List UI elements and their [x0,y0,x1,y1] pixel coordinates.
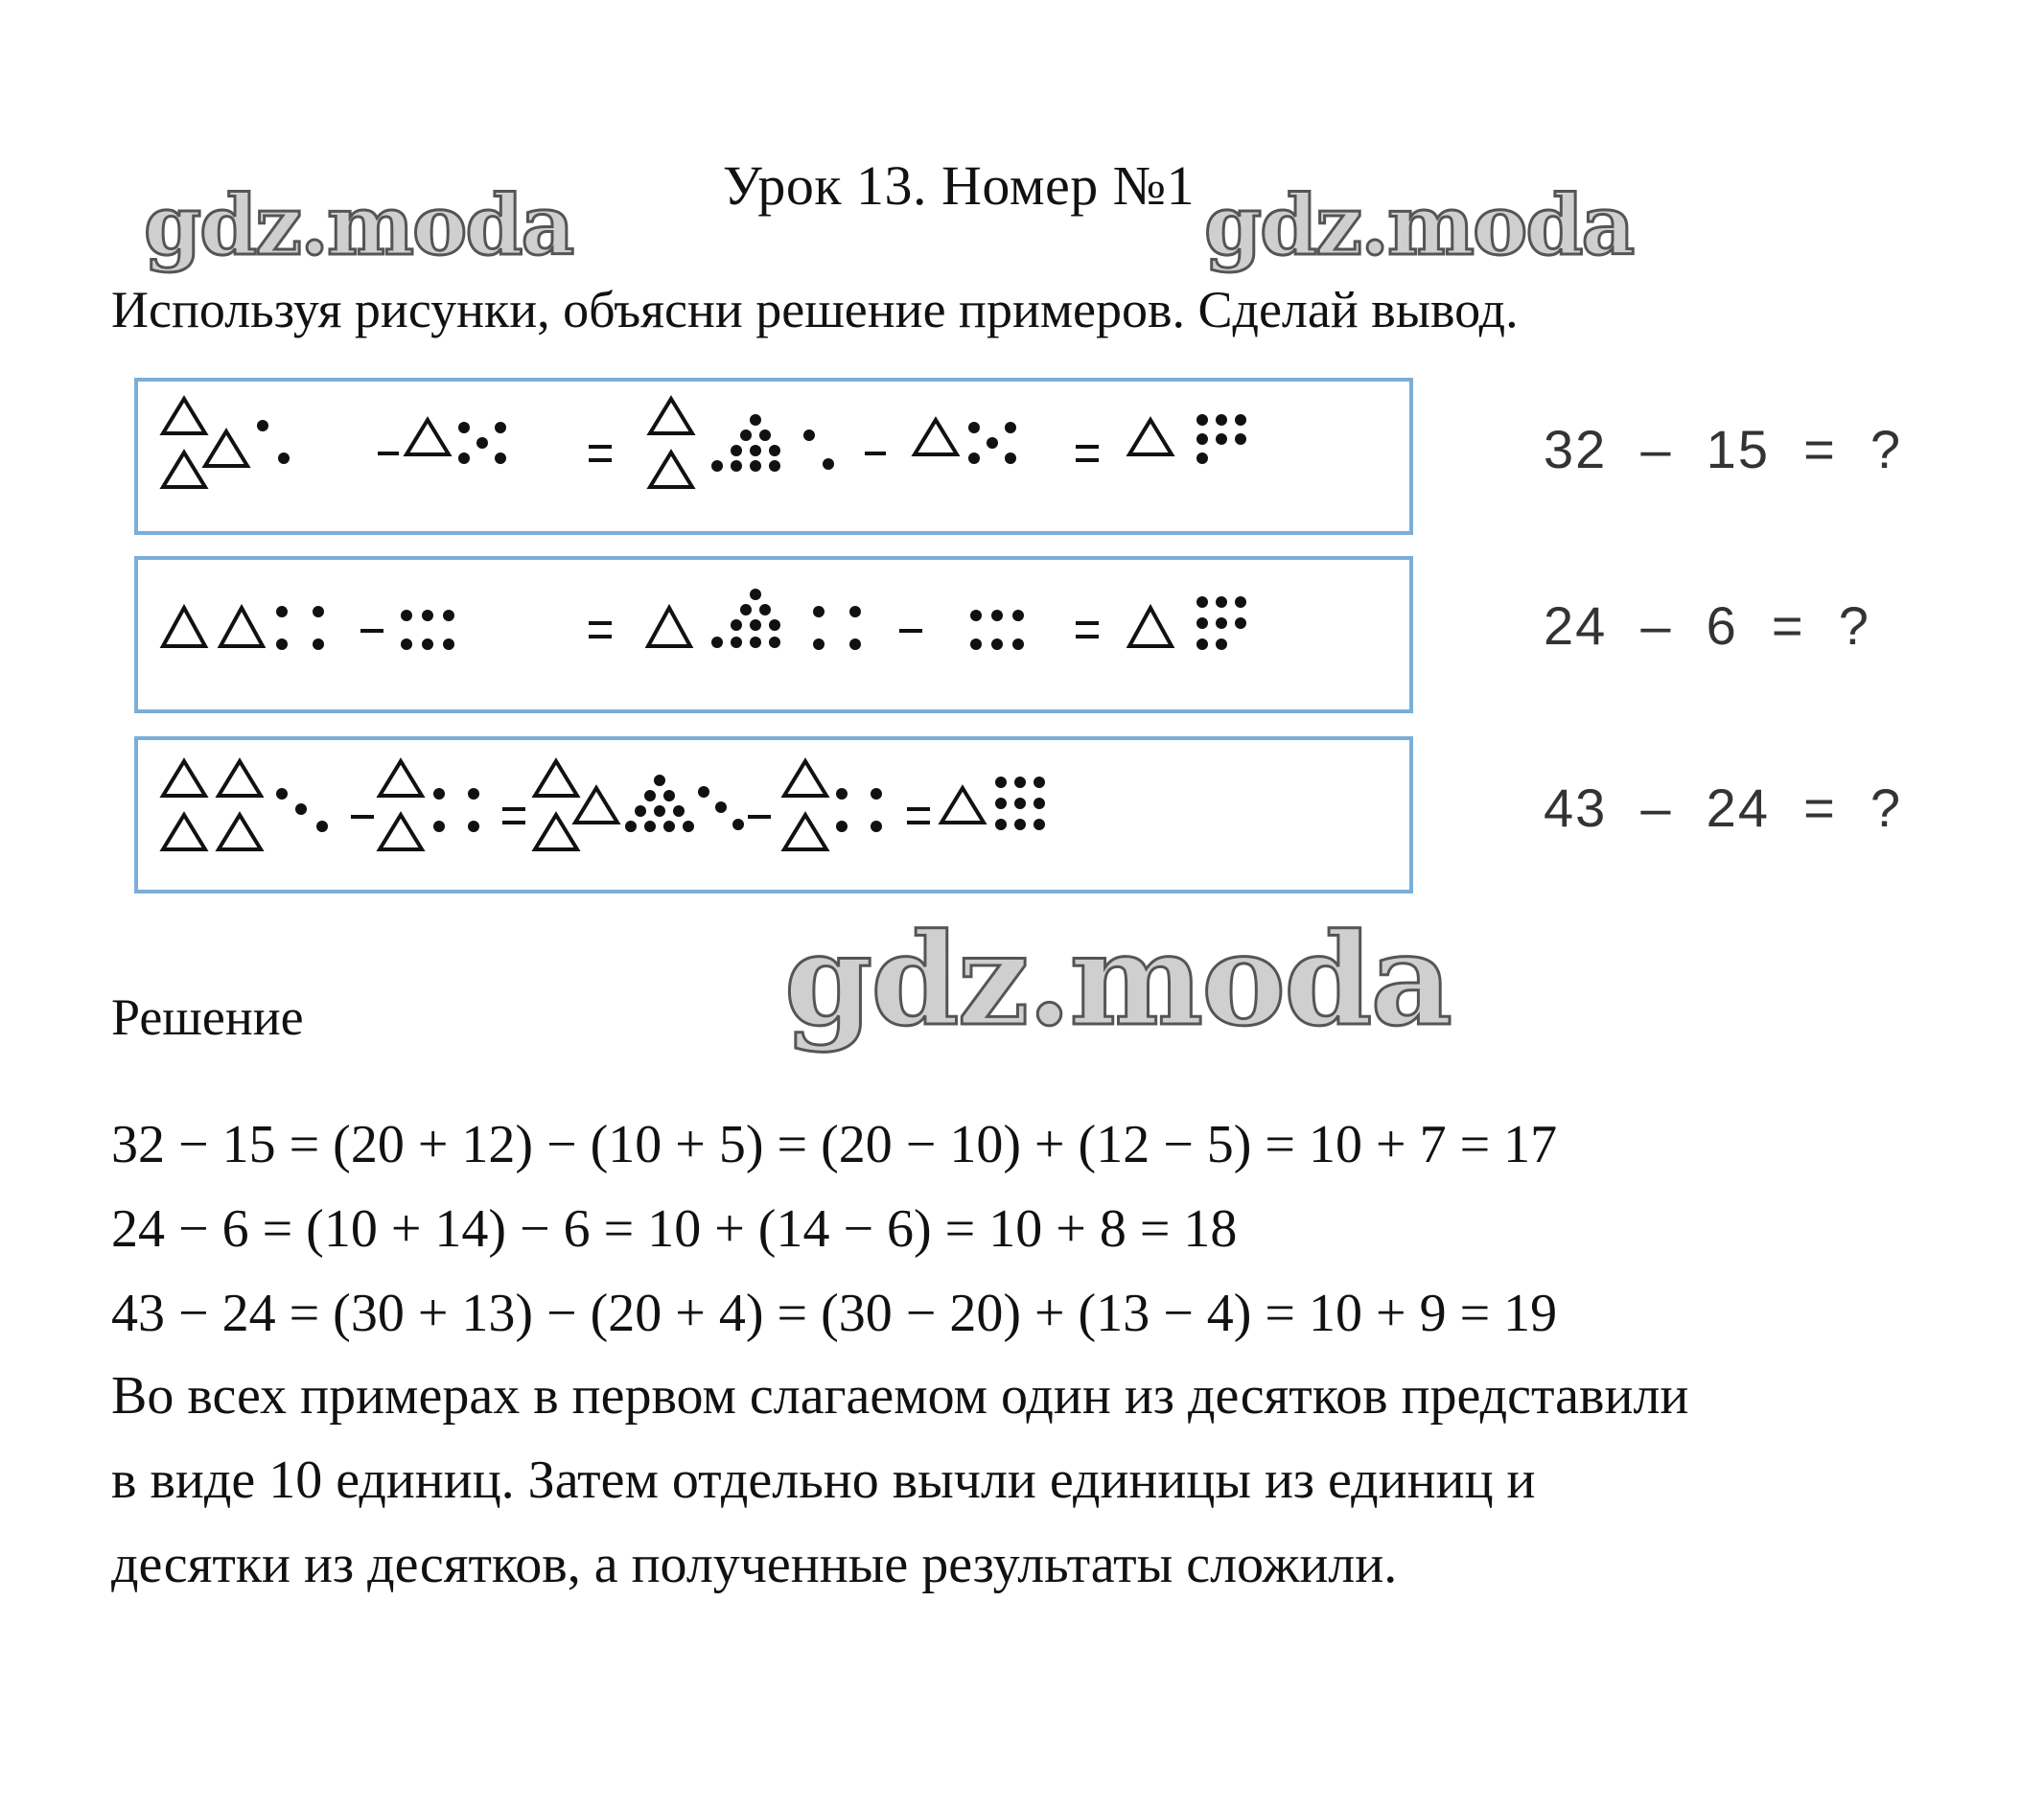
illustration-panel-2 [134,556,1413,713]
watermark-logo: gdz.moda [1204,177,1634,274]
conclusion-line: в виде 10 единиц. Затем отдельно вычли единицы из единиц и [111,1450,1536,1510]
task-text: Используя рисунки, объясни решение примеров. Сделай вывод. [111,281,1519,338]
exercise-expression: 43 – 24 = ? [1544,777,1903,838]
solution-line: 32 − 15 = (20 + 12) − (10 + 5) = (20 − 10) + (12 − 5) = 10 + 7 = 17 [111,1115,1558,1174]
exercise-expression: 32 – 15 = ? [1544,419,1903,479]
page-title: Урок 13. Номер №1 [722,154,1196,217]
exercise-expression: 24 – 6 = ? [1544,595,1870,656]
solution-heading: Решение [111,988,304,1046]
conclusion-line: Во всех примерах в первом слагаемом один из десятков представили [111,1366,1689,1426]
solution-line: 24 − 6 = (10 + 14) − 6 = 10 + (14 − 6) = 10 + 8 = 18 [111,1199,1238,1259]
watermark-logo: gdz.moda [144,177,573,274]
illustration-panel-1 [134,378,1413,535]
illustration-panel-3 [134,736,1413,893]
conclusion-line: десятки из десятков, а полученные результаты сложили. [111,1535,1398,1594]
solution-line: 43 − 24 = (30 + 13) − (20 + 4) = (30 − 20) + (13 − 4) = 10 + 9 = 19 [111,1284,1558,1343]
watermark-logo: gdz.moda [784,906,1452,1055]
